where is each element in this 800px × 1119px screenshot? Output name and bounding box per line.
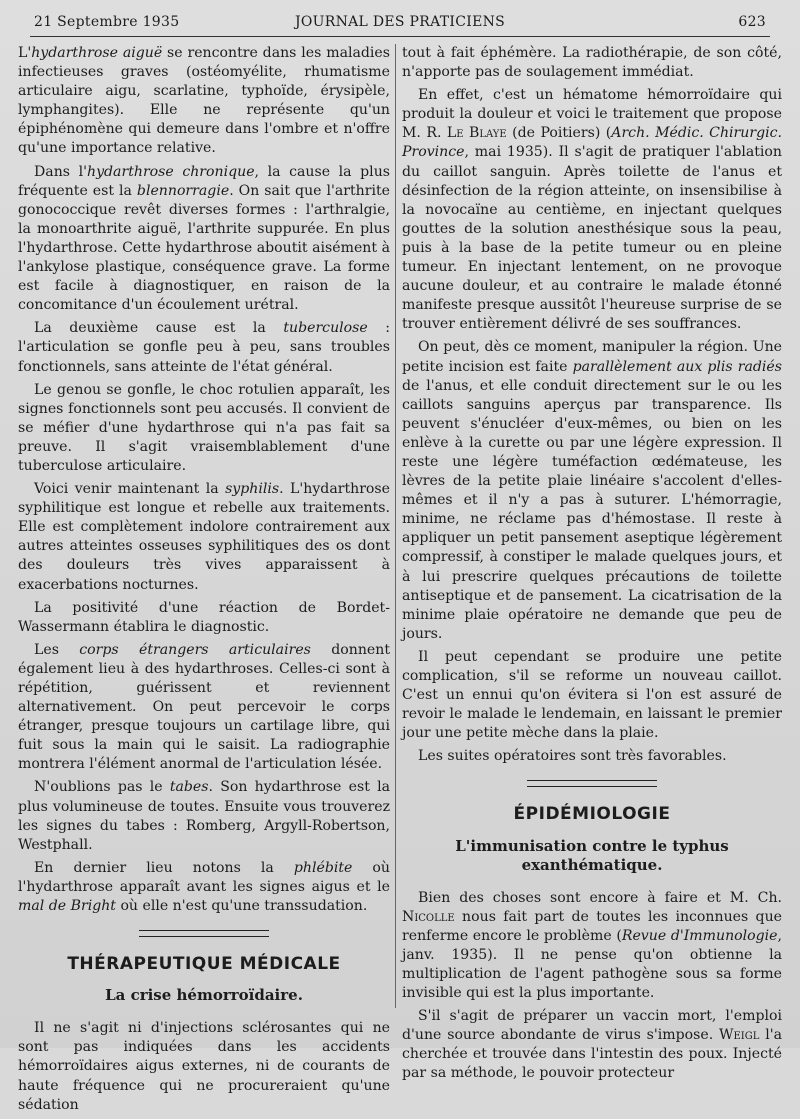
issue-date: 21 Septembre 1935 xyxy=(34,14,180,30)
paragraph-nicolle: Bien des choses sont encore à faire et M. Ch. Nicolle nous fait part de toutes les inconnues que renferme encore le problème (Revue d'Immunologie, janv. 1935). Il ne pense qu'on obtienne la multiplication de l'agent pathogène sous sa forme invisible qui est la plus importante. xyxy=(402,889,782,1002)
column-divider xyxy=(395,44,396,1008)
paragraph-radiotherapy: tout à fait éphémère. La radiothérapie, de son côté, n'apporte pas de soulagement immédiat. xyxy=(402,45,782,81)
section-rule xyxy=(527,780,657,787)
paragraph-bordet-wassermann: La positivité d'une réaction de Bordet-Wassermann établira le diagnostic. xyxy=(18,599,390,635)
paragraph-tuberculosis: La deuxième cause est la tuberculose : l'articulation se gonfle peu à peu, sans troubles fonctionnels, sans atteinte de l'état général. xyxy=(18,320,390,375)
paragraph-crise-intro: Il ne s'agit ni d'injections sclérosantes qui ne sont pas indiquées dans les accidents hémorroïdaires aigus externes, ni de courants de haute fréquence qui ne procureraient qu'une sédation xyxy=(18,1020,390,1113)
section-rule xyxy=(139,930,269,937)
section-title-epidemiologie: ÉPIDÉMIOLOGIE xyxy=(513,804,671,825)
paragraph-vaccine: S'il s'agit de préparer un vaccin mort, l'emploi d'une source abondante de virus s'impose. Weigl l'a cherchée et trouvée dans l'intestin des poux. Injecté par sa méthode, le pouvoir protecteur xyxy=(402,1008,782,1082)
right-column xyxy=(402,44,782,1088)
paragraph-tabes: N'oublions pas le tabes. Son hydarthrose est la plus volumineuse de toutes. Ensuite vous trouverez les signes du tabes : Romberg, Argyll-Robertson, Westphall. xyxy=(18,779,390,853)
paragraph-incision: On peut, dès ce moment, manipuler la région. Une petite incision est faite parallèlement aux plis radiés de l'anus, et elle conduit directement sur le ou les caillots sanguins aperçus par transparence. Ils peuvent s'énucléer d'eux-mêmes, ou bien on les enlève à la curette ou par une légère expression. Il reste une légère tuméfaction œdémateuse, les lèvres de la petite plaie linéaire s'accolent d'elles-mêmes et il n'y a pas à suturer. L'hémorragie, minime, ne réclame pas d'hémostase. Il reste à appliquer un petit pansement aseptique légèrement compressif, à constiper le malade quelques jours, et à lui prescrire quelques précautions de toilette antiseptique et de pansement. La cicatrisation de la minime plaie opératoire ne demande que peu de jours. xyxy=(402,339,782,642)
header-rule xyxy=(30,36,770,37)
left-column xyxy=(18,44,390,1119)
article-title-crise: La crise hémorroïdaire. xyxy=(105,986,303,1005)
paragraph-acute-hydarthrosis: L'hydarthrose aiguë se rencontre dans les maladies infectieuses graves (ostéomyélite, rhumatisme articulaire aigu, scarlatine, typhoïde, érysipèle, lymphangites). Elle ne représente qu'un épiphénomène qui demeure dans l'ombre et n'offre qu'une importance relative. xyxy=(18,45,390,157)
paragraph-suites: Les suites opératoires sont très favorables. xyxy=(418,748,727,765)
paragraph-foreign-bodies: Les corps étrangers articulaires donnent également lieu à des hydarthroses. Celles-ci sont à répétition, guérissent et reviennent alternativement. On peut percevoir le corps étranger, presque toujours un cartilage libre, qui fuit sous la main qui le saisit. La radiographie montrera l'élément anormal de l'articulation lésée. xyxy=(18,641,390,773)
article-title-typhus: L'immunisation contre le typhus exanthématique. xyxy=(455,836,729,874)
paragraph-phlebitis: En dernier lieu notons la phlébite où l'hydarthrose apparaît avant les signes aigus et le mal de Bright où elle n'est qu'une transsudation. xyxy=(18,859,390,915)
running-header xyxy=(34,14,766,34)
paragraph-complication: Il peut cependant se produire une petite complication, s'il se reforme un nouveau caillot. C'est un ennui qu'on évitera si l'on est assuré de revoir le malade le lendemain, en laissant le premier jour une petite mèche dans la plaie. xyxy=(402,648,782,742)
paragraph-chronic-hydarthrosis: Dans l'hydarthrose chronique, la cause la plus fréquente est la blennorragie. On sait que l'arthrite gonococcique revêt diverses formes : l'arthralgie, la monoarthrite aiguë, l'arthrite suppurée. En plus l'hydarthrose. Cette hydarthrose aboutit aisément à l'ankylose plastique, conséquence grave. La forme est facile à diagnostiquer, en raison de la concomitance d'un écoulement urétral. xyxy=(18,163,391,314)
journal-title: JOURNAL DES PRATICIENS xyxy=(294,14,506,30)
paragraph-treatment: En effet, c'est un hématome hémorroïdaire qui produit la douleur et voici le traitement que propose M. R. Le Blaye (de Poitiers) (Arch. Médic. Chirurgic. Province, mai 1935). Il s'agit de pratiquer l'ablation du caillot sanguin. Après toilette de l'anus et désinfection de la région atteinte, on insensibilise à la novocaïne au centième, en injectant quelques gouttes de la solution anesthésique sous la peau, puis à la base de la petite tumeur ou en pleine tumeur. En injectant lentement, on ne provoque aucune douleur, et au contraire le malade étonné manifeste presque aussitôt l'heureuse surprise de se trouver entièrement délivré de ses souffrances. xyxy=(402,87,783,333)
paragraph-knee: Le genou se gonfle, le choc rotulien apparaît, les signes fonctionnels sont peu accusés. Il convient de se méfier d'une hydarthrose qui n'a pas fait sa preuve. Il s'agit vraisemblablement d'une tuberculose articulaire. xyxy=(18,381,390,474)
section-title-therapeutique: THÉRAPEUTIQUE MÉDICALE xyxy=(67,954,341,975)
page-number: 623 xyxy=(738,14,766,30)
paragraph-syphilis: Voici venir maintenant la syphilis. L'hydarthrose syphilitique est longue et rebelle aux traitements. Elle est complètement indolore contrairement aux autres atteintes osseuses syphilitiques des os dont des douleurs très vives apparaissent à exacerbations nocturnes. xyxy=(18,481,390,593)
